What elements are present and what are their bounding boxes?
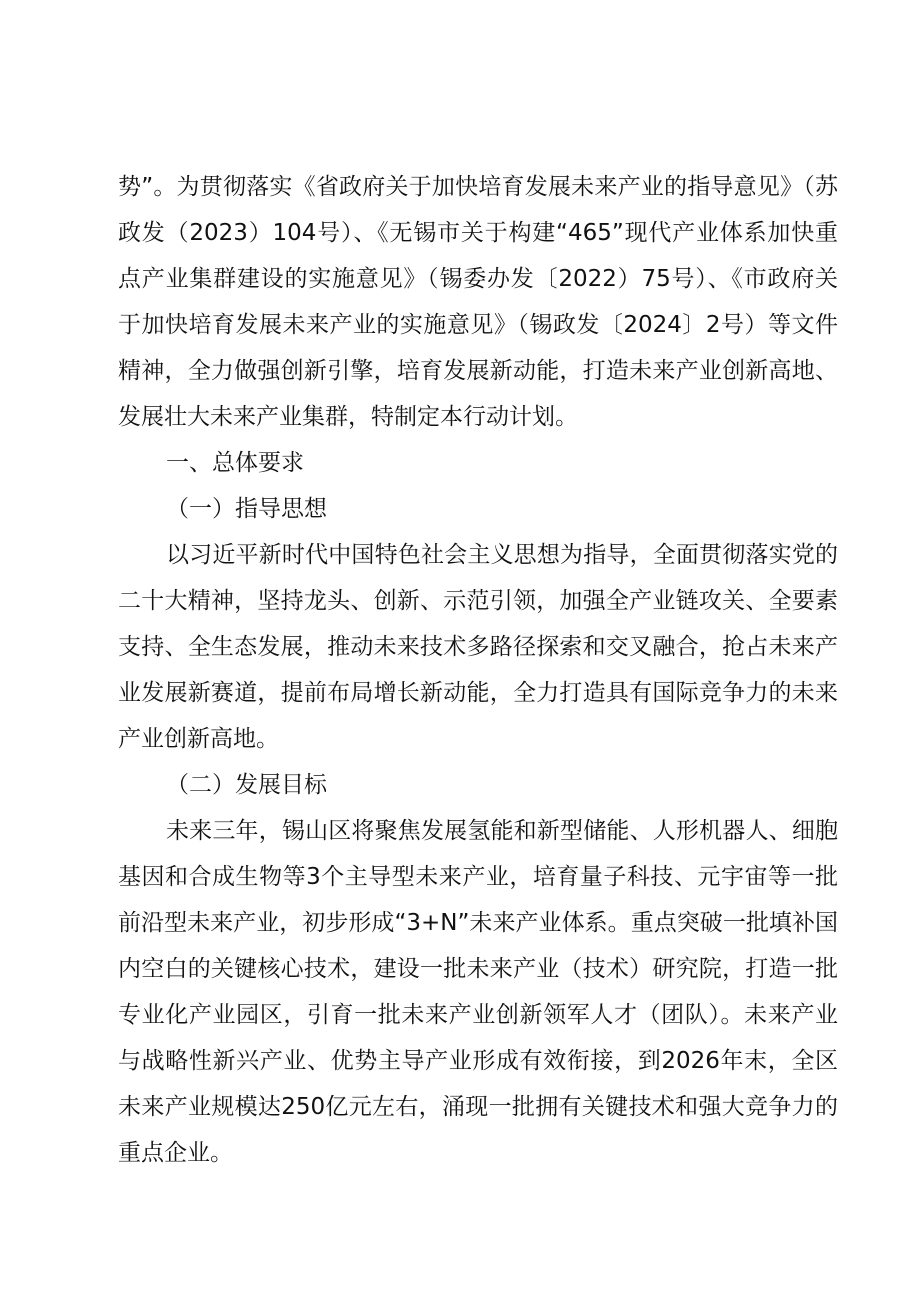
subsection-heading-guiding-thought: （一）指导思想 xyxy=(166,496,327,522)
subsection-heading-development-goals: （二）发展目标 xyxy=(166,772,327,798)
document-body xyxy=(118,164,838,1176)
section-heading-overall-requirements: 一、总体要求 xyxy=(166,450,304,476)
intro-paragraph: 势”。为贯彻落实《省政府关于加快培育发展未来产业的指导意见》（苏政发（2023）104号）、《无锡市关于构建“465”现代产业体系加快重点产业集群建设的实施意见》（锡委办发〔2022）75号）、《市政府关于加快培育发展未来产业的实施意见》（锡政发〔2024〕2号）等文件精神，全力做强创新引擎，培育发展新动能，打造未来产业创新高地、发展壮大未来产业集群，特制定本行动计划。 xyxy=(118,174,838,430)
development-goals-paragraph: 未来三年，锡山区将聚焦发展氢能和新型储能、人形机器人、细胞基因和合成生物等3个主导型未来产业，培育量子科技、元宇宙等一批前沿型未来产业，初步形成“3+N”未来产业体系。重点突破一批填补国内空白的关键核心技术，建设一批未来产业（技术）研究院，打造一批专业化产业园区，引育一批未来产业创新领军人才（团队）。未来产业与战略性新兴产业、优势主导产业形成有效衔接，到2026年末，全区未来产业规模达250亿元左右，涌现一批拥有关键技术和强大竞争力的重点企业。 xyxy=(118,818,838,1166)
guiding-thought-paragraph: 以习近平新时代中国特色社会主义思想为指导，全面贯彻落实党的二十大精神，坚持龙头、创新、示范引领，加强全产业链攻关、全要素支持、全生态发展，推动未来技术多路径探索和交叉融合，抢占未来产业发展新赛道，提前布局增长新动能，全力打造具有国际竞争力的未来产业创新高地。 xyxy=(118,542,838,752)
